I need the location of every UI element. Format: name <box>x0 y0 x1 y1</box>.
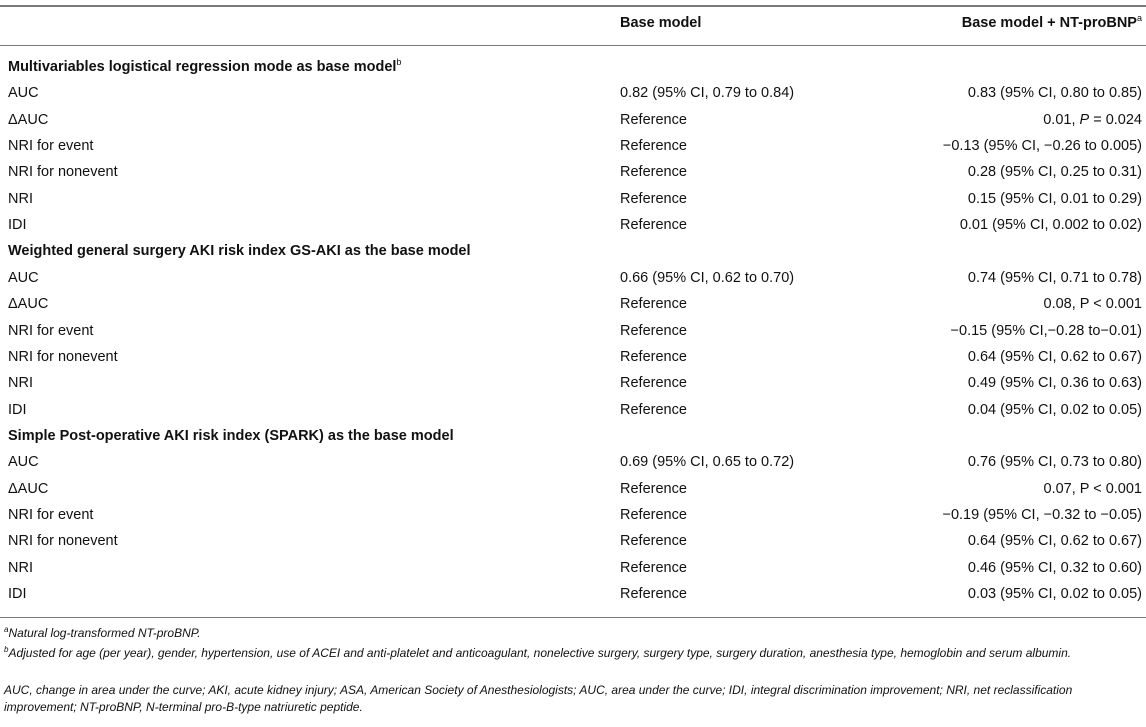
extended-model-value: −0.19 (95% CI, −0.32 to −0.05) <box>942 506 1142 523</box>
extended-model-value: −0.13 (95% CI, −0.26 to 0.005) <box>942 138 1142 155</box>
base-model-value: Reference <box>620 586 687 602</box>
extended-model-value: 0.83 (95% CI, 0.80 to 0.85) <box>967 85 1142 102</box>
table-row <box>0 529 1146 555</box>
header-base-model-ntprobnp: Base model + NT-proBNP$^a$ <box>961 13 1142 31</box>
row-label: NRI for event <box>8 322 94 339</box>
row-label: IDI <box>8 401 27 418</box>
footnote-a: $^a$Natural log-transformed NT-proBNP. <box>4 625 201 640</box>
header-base-model: Base model <box>620 15 702 31</box>
base-model-value: Reference <box>620 322 687 339</box>
base-model-value: Reference <box>620 217 687 234</box>
base-model-value: 0.69 (95% CI, 0.65 to 0.72) <box>620 454 795 471</box>
extended-model-value: 0.64 (95% CI, 0.62 to 0.67) <box>967 533 1142 550</box>
base-model-value: Reference <box>620 164 687 181</box>
row-label: ΔAUC <box>8 296 49 313</box>
footnote-abbreviations: AUC, change in area under the curve; AKI, acute kidney injury; ASA, American Society of Anesthesiologists; AUC, area under the curve; IDI, integral discrimination improvement; NRI, net reclassification improvement; NT-proBNP, N-terminal pro-B-type natriuretic peptide. <box>4 683 1073 714</box>
section-title: Multivariables logistical regression mode as base model$^b$ <box>8 57 402 75</box>
row-label: IDI <box>8 217 27 234</box>
row-label: IDI <box>8 586 27 602</box>
row-label: AUC <box>8 85 39 102</box>
extended-model-value: 0.03 (95% CI, 0.02 to 0.05) <box>967 586 1142 602</box>
extended-model-value: 0.64 (95% CI, 0.62 to 0.67) <box>967 348 1142 365</box>
extended-model-value: 0.04 (95% CI, 0.02 to 0.05) <box>967 401 1142 418</box>
base-model-value: Reference <box>620 559 687 576</box>
row-label: NRI for event <box>8 138 94 155</box>
extended-model-value: 0.46 (95% CI, 0.32 to 0.60) <box>967 559 1142 576</box>
base-model-value: 0.66 (95% CI, 0.62 to 0.70) <box>620 269 795 286</box>
extended-model-value: 0.15 (95% CI, 0.01 to 0.29) <box>967 190 1142 207</box>
base-model-value: Reference <box>620 375 687 392</box>
row-label: NRI for nonevent <box>8 164 118 181</box>
section-heading <box>0 239 1146 265</box>
row-label: NRI for nonevent <box>8 533 118 550</box>
bottom-rule <box>0 617 1146 618</box>
table-row <box>0 556 1146 582</box>
table-row <box>0 266 1146 292</box>
table-row <box>0 398 1146 424</box>
table-row <box>0 319 1146 345</box>
table-row <box>0 503 1146 529</box>
row-label: ΔAUC <box>8 111 49 128</box>
section-title: Simple Post-operative AKI risk index (SPARK) as the base model <box>8 427 454 444</box>
row-label: ΔAUC <box>8 480 49 497</box>
table-row <box>0 477 1146 503</box>
table-row <box>0 134 1146 160</box>
header-rule <box>0 45 1146 46</box>
base-model-value: Reference <box>620 348 687 365</box>
table-row <box>0 582 1146 608</box>
footnote-b: $^b$Adjusted for age (per year), gender, hypertension, use of ACEI and anti-platelet and anticoagulant, nonelective surgery, surgery type, surgery duration, anesthesia type, hemoglobin and serum albumin. <box>4 645 1072 660</box>
row-label: NRI <box>8 559 33 576</box>
table-row <box>0 292 1146 318</box>
base-model-value: Reference <box>620 480 687 497</box>
extended-model-value: 0.07, P < 0.001 <box>1043 480 1142 497</box>
row-label: NRI <box>8 190 33 207</box>
row-label: AUC <box>8 269 39 286</box>
base-model-value: Reference <box>620 111 687 128</box>
table-row <box>0 371 1146 397</box>
table-row <box>0 187 1146 213</box>
table-row <box>0 81 1146 107</box>
row-label: NRI for nonevent <box>8 348 118 365</box>
table-row <box>0 160 1146 186</box>
extended-model-value: 0.28 (95% CI, 0.25 to 0.31) <box>967 164 1142 181</box>
table-row <box>0 213 1146 239</box>
row-label: AUC <box>8 454 39 471</box>
section-title: Weighted general surgery AKI risk index GS-AKI as the base model <box>8 243 471 260</box>
extended-model-value: 0.08, P < 0.001 <box>1043 296 1142 313</box>
base-model-value: Reference <box>620 138 687 155</box>
row-label: NRI <box>8 375 33 392</box>
row-label: NRI for event <box>8 506 94 523</box>
extended-model-value: 0.49 (95% CI, 0.36 to 0.63) <box>967 375 1142 392</box>
table-row <box>0 108 1146 134</box>
base-model-value: Reference <box>620 506 687 523</box>
table-row <box>0 450 1146 476</box>
top-rule <box>0 5 1146 7</box>
section-heading <box>0 424 1146 450</box>
extended-model-value: 0.74 (95% CI, 0.71 to 0.78) <box>967 269 1142 286</box>
base-model-value: Reference <box>620 401 687 418</box>
base-model-value: Reference <box>620 190 687 207</box>
section-heading <box>0 55 1146 81</box>
base-model-value: Reference <box>620 296 687 313</box>
base-model-value: 0.82 (95% CI, 0.79 to 0.84) <box>620 85 795 102</box>
extended-model-value: 0.01 (95% CI, 0.002 to 0.02) <box>959 217 1142 234</box>
extended-model-value: 0.01, P = 0.024 <box>1043 111 1142 128</box>
extended-model-value: 0.76 (95% CI, 0.73 to 0.80) <box>967 454 1142 471</box>
extended-model-value: −0.15 (95% CI,−0.28 to−0.01) <box>950 322 1142 339</box>
section-title-footnote-mark: b <box>396 57 402 67</box>
base-model-value: Reference <box>620 533 687 550</box>
table-row <box>0 345 1146 371</box>
